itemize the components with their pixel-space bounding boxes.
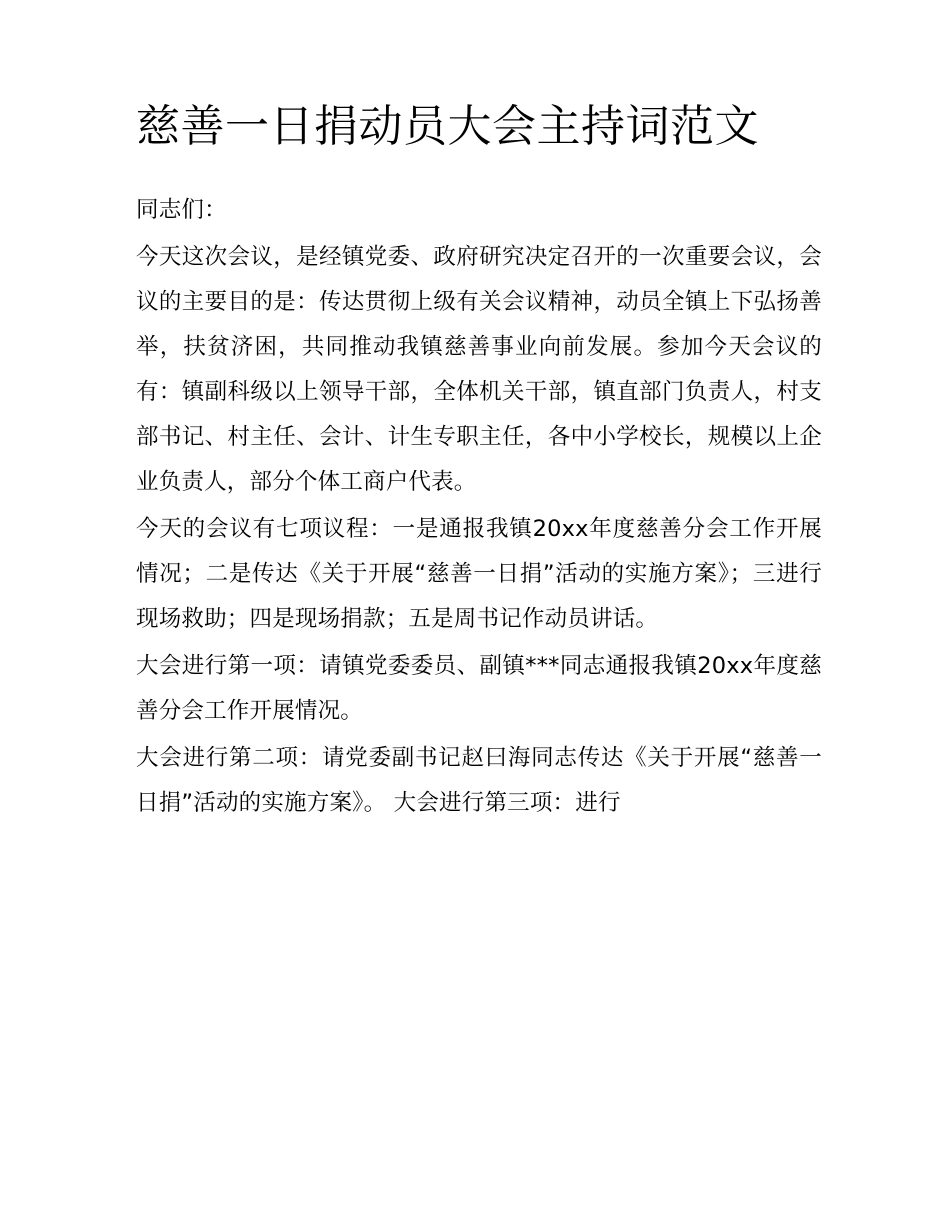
paragraph-meeting-purpose: 今天这次会议，是经镇党委、政府研究决定召开的一次重要会议，会议的主要目的是：传达贯彻上级有关会议精神，动员全镇上下弘扬善举，扶贫济困，共同推动我镇慈善事业向前发展。参加今天会议的有：镇副科级以上领导干部，全体机关干部，镇直部门负责人，村支部书记、村主任、会计、计生专职主任，各中小学校长，规模以上企业负责人，部分个体工商户代表。 xyxy=(136,244,822,496)
paragraph-item-two: 大会进行第二项：请党委副书记赵曰海同志传达《关于开展“慈善一日捐”活动的实施方案》。 大会进行第三项：进行 xyxy=(136,745,822,817)
paragraph-salutation: 同志们： xyxy=(136,197,227,224)
paragraph-item-one: 大会进行第一项：请镇党委委员、副镇***同志通报我镇20xx年度慈善分会工作开展情况。 xyxy=(136,653,822,725)
page-title: 慈善一日捐动员大会主持词范文 xyxy=(136,101,759,152)
paragraph-agenda: 今天的会议有七项议程：一是通报我镇20xx年度慈善分会工作开展情况；二是传达《关于开展“慈善一日捐”活动的实施方案》；三进行现场救助；四是现场捐款；五是周书记作动员讲话。 xyxy=(136,516,822,633)
